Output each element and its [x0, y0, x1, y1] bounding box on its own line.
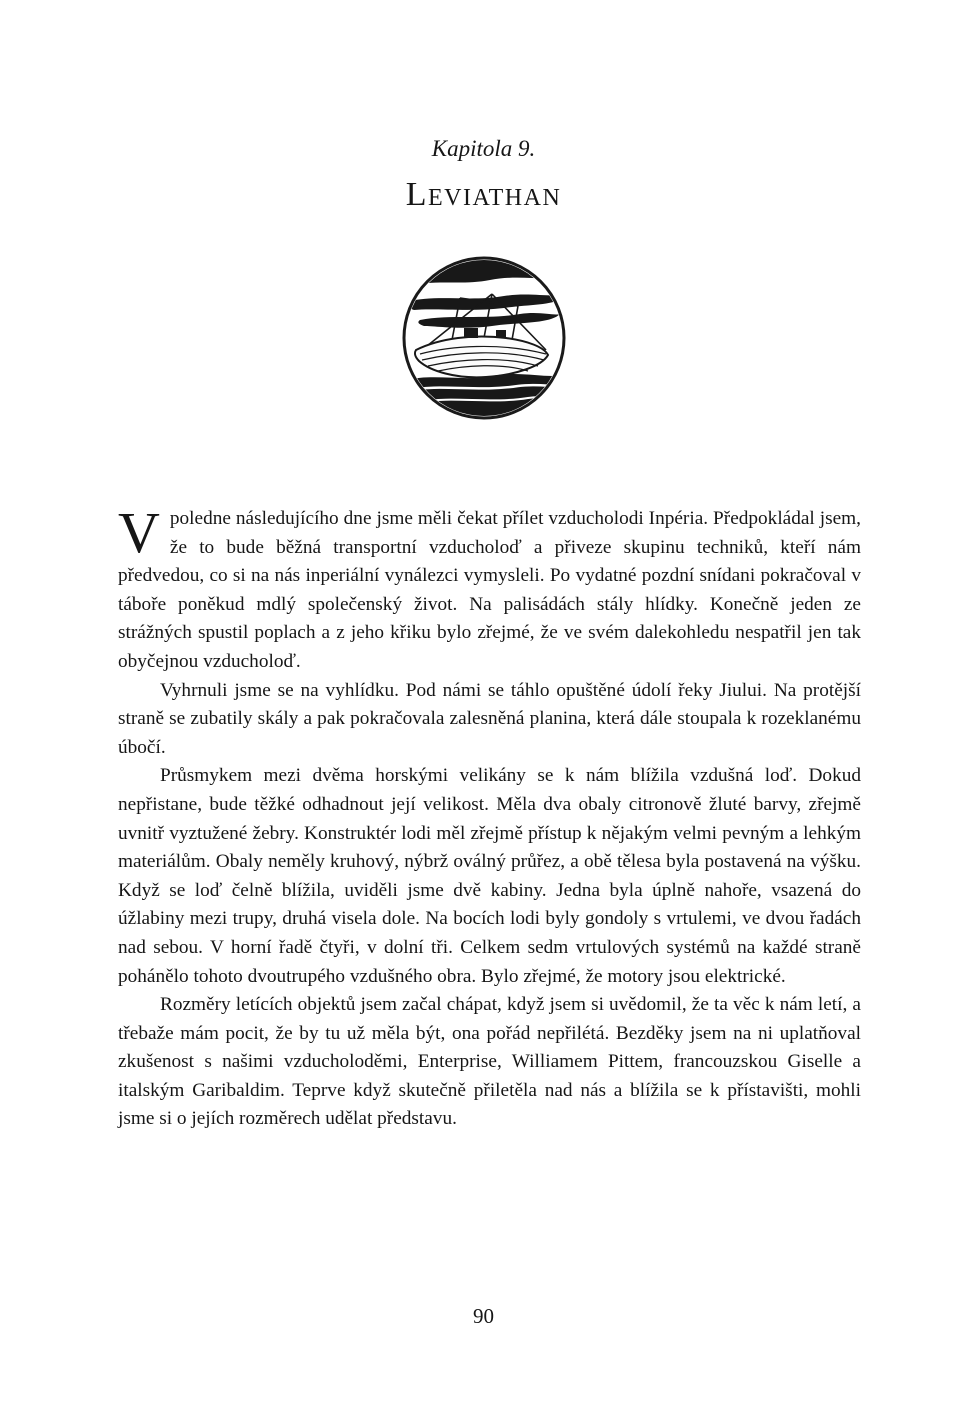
paragraph-2: Vyhrnuli jsme se na vyhlídku. Pod námi se táhlo opuštěné údolí řeky Jiului. Na protější straně se zubatily skály a pak pokračovala zalesněná planina, která dále stoupala k rozeklanému úbočí. [118, 679, 861, 758]
chapter-title: Leviathan [405, 176, 562, 213]
airship-in-clouds-vignette-icon [400, 254, 568, 422]
paragraph-3: Průsmykem mezi dvěma horskými velikány se k nám blížila vzdušná loď. Dokud nepřistane, bude těžké odhadnout její velikost. Měla dva obaly citronově žluté barvy, zřejmě uvnitř vyztužené žebry. Konstruktér lodi měl zřejmě přístup k nějakým velmi pevným a lehkým materiálům. Obaly neměly kruhový, nýbrž oválný průřez, a obě tělesa byla postavená na výšku. Když se loď čelně blížila, uviděli jsme dvě kabiny. Jedna byla úplně nahoře, vsazená do úžlabiny mezi trupy, druhá visela dole. Na bocích lodi byly gondoly s vrtulemi, ve dvou řadách nad sebou. V horní řadě čtyři, v dolní tři. Celkem sedm vrtulových systémů na každé straně pohánělo tohoto dvoutrupého vzdušného obra. Bylo zřejmé, že motory jsou elektrické. [118, 765, 861, 987]
chapter-illustration [0, 254, 967, 427]
paragraph-1-text: poledne následujícího dne jsme měli čekat přílet vzducholodi Inpéria. Předpokládal jsem, že to bude běžná transportní vzducholoď a přiveze skupinu techniků, kteří nám předvedou, co si na nás inperiální vynálezci vymysleli. Po vydatné pozdní snídani pokračoval v táboře poněkud mdlý společenský život. Na palisádách stály hlídky. Konečně jeden ze strážných spustil poplach a z jeho křiku bylo zřejmé, že ve svém dalekohledu nespatřil jen tak obyčejnou vzducholoď. [118, 508, 861, 672]
chapter-label: Kapitola 9. [431, 136, 536, 161]
page-number: 90 [473, 1304, 494, 1328]
paragraph-4: Rozměry letících objektů jsem začal chápat, když jsem si uvědomil, že ta věc k nám letí, a třebaže mám pocit, že by tu už měla být, ona pořád nepřilétá. Bezděky jsem na ni uplatňoval zkušenost s našimi vzducholoděmi, Enterprise, Williamem Pittem, francouzskou Giselle a italským Garibaldim. Teprve když skutečně přiletěla nad nás a blížila se k přístavišti, mohli jsme si o jejích rozměrech udělat představu. [118, 994, 861, 1130]
drop-cap: V [118, 500, 160, 565]
paragraph-1 [118, 500, 861, 677]
body-text [118, 500, 861, 1134]
